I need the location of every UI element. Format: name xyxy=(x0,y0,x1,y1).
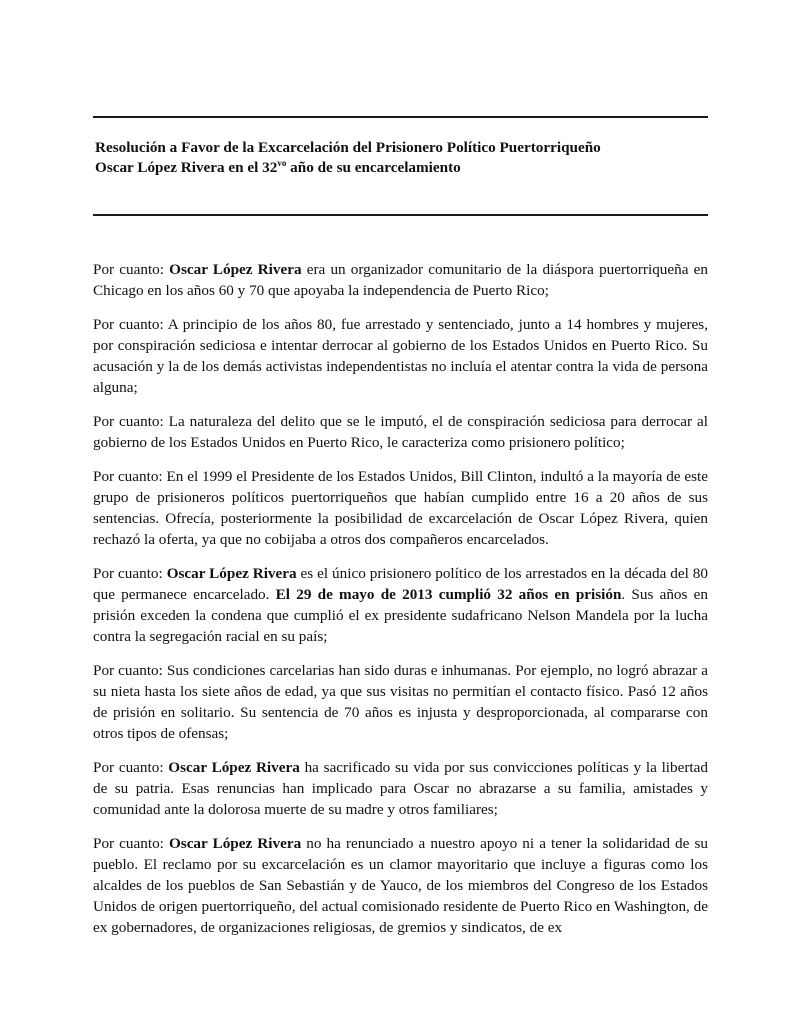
paragraph-text: era un organizador comunitario de la diáspora puertorriqueña en Chicago en los años 60 y 70 que apoyaba la independencia de Puerto Rico; xyxy=(93,261,708,299)
paragraph-7 xyxy=(93,757,708,820)
paragraph-1 xyxy=(93,259,708,301)
title-line-2 xyxy=(95,158,707,178)
paragraph-text: es el único prisionero político de los arrestados en la década del 80 que permanece encarcelado. xyxy=(93,565,708,603)
paragraph-3: Por cuanto: La naturaleza del delito que se le imputó, el de conspiración sediciosa para derrocar al gobierno de los Estados Unidos en Puerto Rico, le caracteriza como prisionero político; xyxy=(93,413,708,451)
resolution-body xyxy=(93,259,708,951)
paragraph-bold-name: Oscar López Rivera xyxy=(169,261,302,278)
paragraph-8 xyxy=(93,833,708,938)
paragraph-text: no ha renunciado a nuestro apoyo ni a tener la solidaridad de su pueblo. El reclamo por su excarcelación es un clamor mayoritario que incluye a figuras como los alcaldes de los pueblos de San Sebastián y de Yauco, de los miembros del Congreso de los Estados Unidos de origen puertorriqueño, del actual comisionado residente de Puerto Rico en Washington, de ex gobernadores, de organizaciones religiosas, de gremios y sindicatos, de ex xyxy=(93,835,708,936)
paragraph-bold-name: Oscar López Rivera xyxy=(168,759,300,776)
paragraph-lead: Por cuanto: xyxy=(93,261,170,278)
top-divider xyxy=(93,116,708,118)
paragraph-text: ha sacrificado su vida por sus convicciones políticas y la libertad de su patria. Esas renuncias han implicado para Oscar no abrazarse a su familia, amistades y comunidad ante la dolorosa muerte de su madre y otros familiares; xyxy=(93,759,708,818)
paragraph-lead: Por cuanto: xyxy=(93,835,169,852)
paragraph-2: Por cuanto: A principio de los años 80, fue arrestado y sentenciado, junto a 14 hombres y mujeres, por conspiración sediciosa e intentar derrocar al gobierno de los Estados Unidos en Puerto Rico. Su acusación y la de los demás activistas independentistas no incluía el atentar contra la vida de persona alguna; xyxy=(93,316,708,396)
title-line-1: Resolución a Favor de la Excarcelación del Prisionero Político Puertorriqueño xyxy=(95,139,601,156)
title-line-2-end: año de su encarcelamiento xyxy=(286,159,461,176)
paragraph-5 xyxy=(93,563,708,647)
paragraph-lead: Por cuanto: xyxy=(93,565,167,582)
title-line-2-start: Oscar López Rivera en el 32 xyxy=(95,159,278,176)
paragraph-4: Por cuanto: En el 1999 el Presidente de los Estados Unidos, Bill Clinton, indultó a la mayoría de este grupo de prisioneros políticos puertorriqueños que habían cumplido entre 16 a 20 años de sus sentencias. Ofrecía, posteriormente la posibilidad de excarcelación de Oscar López Rivera, quien rechazó la oferta, ya que no cobijaba a otros dos compañeros encarcelados. xyxy=(93,468,708,548)
paragraph-bold-name: Oscar López Rivera xyxy=(166,565,297,582)
paragraph-6: Por cuanto: Sus condiciones carcelarias han sido duras e inhumanas. Por ejemplo, no logró abrazar a su nieta hasta los siete años de edad, ya que sus visitas no permitían el contacto físico. Pasó 12 años de prisión en solitario. Su sentencia de 70 años es injusta y desproporcionada, al compararse con otros tipos de ofensas; xyxy=(93,662,708,742)
paragraph-text: . Sus años en prisión exceden la condena que cumplió el ex presidente sudafricano Nelson Mandela por la lucha contra la segregación racial en su país; xyxy=(93,586,708,645)
paragraph-lead: Por cuanto: xyxy=(93,759,169,776)
paragraph-bold-date: El 29 de mayo de 2013 cumplió 32 años en prisión xyxy=(275,586,622,603)
title-superscript: vo xyxy=(277,158,287,168)
paragraph-bold-name: Oscar López Rivera xyxy=(168,835,302,852)
document-title xyxy=(95,138,707,178)
bottom-divider xyxy=(93,214,708,216)
